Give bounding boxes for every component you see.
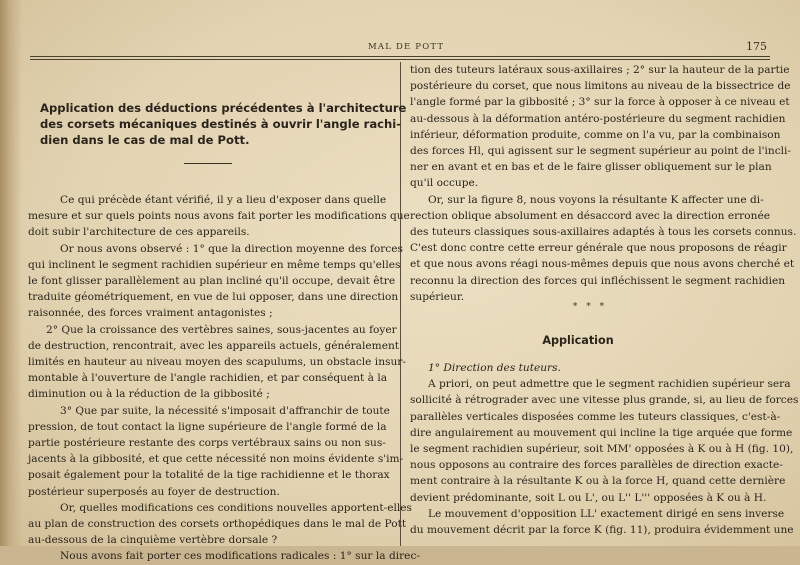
title-line: dien dans le cas de mal de Pott. (40, 133, 250, 147)
text-line: au-dessous à la déformation antéro-postérieure du segment rachidien (410, 112, 786, 125)
section-title (40, 100, 407, 148)
text-line: l'angle formé par la gibbosité ; 3° sur la force à opposer à ce niveau et (410, 96, 790, 109)
header-rule-bottom (30, 59, 770, 60)
header-rule-top (30, 56, 770, 57)
text-line: traduite géométriquement, en vue de lui opposer, dans une direction (28, 291, 399, 304)
text-line: posait également pour la totalité de la tige rachidienne et le thorax (28, 469, 390, 482)
title-line: Application des déductions précédentes à l'architecture (40, 101, 407, 115)
text-line: et que nous avons réagi nous-mêmes depuis que nous avons cherché et (410, 258, 795, 271)
page-edge-shadow (0, 0, 22, 546)
text-line: de destruction, rencontrait, avec les appareils actuels, généralement (28, 339, 400, 352)
text-line: Or nous avons observé : 1° que la direction moyenne des forces (60, 242, 403, 255)
application-heading: Application (542, 334, 614, 347)
text-line: des forces Hl, qui agissent sur le segment supérieur au point de l'incli- (410, 145, 791, 158)
text-line: rection oblique absolument en désaccord avec la direction erronée (410, 209, 770, 222)
text-line: pression, de tout contact la ligne supérieure de l'angle formé de la (28, 420, 387, 433)
right-text-top (410, 62, 797, 305)
text-line: du mouvement décrit par la force K (fig. 11), produira évidemment une (410, 524, 794, 537)
text-line: 2° Que la croissance des vertèbres saines, sous-jacentes au foyer (46, 323, 397, 336)
title-line: des corsets mécaniques destinés à ouvrir l'angle rachi- (40, 117, 402, 131)
text-line: des tuteurs classiques sous-axillaires adaptés à tous les corsets connus. (410, 226, 797, 239)
text-line: au plan de construction des corsets orthopédiques dans le mal de Pott (28, 518, 407, 531)
text-line: reconnu la direction des forces qui infléchissent le segment rachidien (410, 274, 786, 287)
text-line: Or, quelles modifications ces conditions nouvelles apportent-elles (60, 501, 412, 514)
text-line: nous opposons au contraire des forces parallèles de direction exacte- (410, 459, 783, 472)
text-line: devient prédominante, soit L ou L', ou L'' L''' opposées à K ou à H. (410, 491, 767, 504)
text-line: supérieur. (410, 290, 465, 303)
text-line: montable à l'ouverture de l'angle rachidien, et par conséquent à la (28, 372, 388, 385)
page-number: 175 (746, 40, 767, 53)
text-line: 3° Que par suite, la nécessité s'imposait d'affranchir de toute (60, 404, 390, 417)
text-line: A priori, on peut admettre que le segment rachidien supérieur sera (428, 378, 791, 391)
text-line: diminution ou à la réduction de la gibbosité ; (28, 388, 270, 401)
text-line: doit subir l'architecture de ces appareils. (28, 226, 250, 239)
title-separator (184, 163, 232, 164)
page-header (0, 36, 800, 56)
text-line: partie postérieure restante des corps vertébraux sains ou non sus- (28, 437, 386, 450)
column-divider (400, 62, 401, 546)
text-line: parallèles verticales disposées comme les tuteurs classiques, c'est-à- (410, 410, 781, 423)
text-line: mesure et sur quels points nous avons fait porter les modifications que (28, 210, 410, 223)
text-line: qui inclinent le segment rachidien supérieur en même temps qu'elles (28, 258, 401, 271)
text-line: jacents à la gibbosité, et que cette nécessité non moins évidente s'im- (28, 453, 404, 466)
text-line: raisonnée, des forces vraiment antagonistes ; (28, 307, 273, 320)
text-line: limités en hauteur au niveau moyen des scapulums, un obstacle insur- (28, 356, 406, 369)
left-text (28, 192, 420, 565)
right-text-bottom (410, 360, 799, 538)
text-line: Ce qui précède étant vérifié, il y a lieu d'exposer dans quelle (60, 194, 387, 206)
subheading: 1° Direction des tuteurs. (428, 362, 561, 374)
text-line: ner en avant et en bas et de le faire glisser obliquement sur le plan (410, 161, 772, 174)
text-line: postérieur superposés au foyer de destruction. (28, 485, 280, 498)
text-line: sollicité à rétrograder avec une vitesse plus grande, si, au lieu de forces (410, 394, 799, 407)
text-line: ment contraire à la résultante K ou à la force H, quand cette dernière (410, 475, 786, 488)
text-line: Or, sur la figure 8, nous voyons la résultante K affecter une di- (428, 193, 764, 206)
running-head: MAL DE POTT (368, 42, 445, 52)
text-line: au-dessous de la cinquième vertèbre dorsale ? (28, 534, 278, 547)
text-line: le segment rachidien supérieur, soit MM' opposées à K ou à H (fig. 10), (410, 443, 794, 456)
text-line: Le mouvement d'opposition LL' exactement dirigé en sens inverse (428, 507, 785, 520)
text-line: dire angulairement au mouvement qui incline la tige arquée que forme (410, 426, 793, 439)
text-line: qu'il occupe. (410, 177, 479, 190)
text-line: tion des tuteurs latéraux sous-axillaires ; 2° sur la hauteur de la partie (410, 64, 790, 76)
text-line: inférieur, déformation produite, comme on l'a vu, par la combinaison (410, 128, 781, 141)
text-line: C'est donc contre cette erreur générale que nous proposons de réagir (410, 242, 787, 255)
text-line: le font glisser parallèlement au plan incliné qu'il occupe, devait être (28, 275, 396, 288)
text-line: postérieure du corset, que nous limitons au niveau de la bissectrice de (410, 80, 791, 93)
section-ornament: * * * (572, 302, 608, 312)
text-line: Nous avons fait porter ces modifications radicales : 1° sur la direc- (60, 550, 420, 563)
